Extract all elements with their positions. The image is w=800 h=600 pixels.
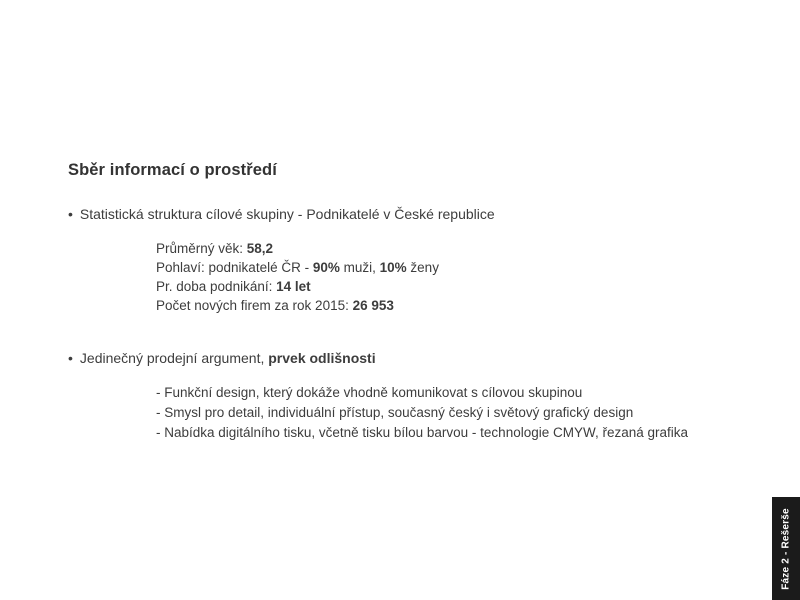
stat-line-average-age: Průměrný věk: 58,2 bbox=[156, 241, 274, 256]
stat-line-gender: Pohlaví: podnikatelé ČR - 90% muži, 10% ženy bbox=[156, 260, 439, 275]
bullet-item-statistics bbox=[68, 205, 495, 224]
bullet-icon: • bbox=[68, 350, 73, 366]
stat-line-new-companies: Počet nových firem za rok 2015: 26 953 bbox=[156, 298, 394, 313]
detail-line-attention-to-detail: - Smysl pro detail, individuální přístup, současný český i světový grafický design bbox=[156, 405, 634, 420]
details-block bbox=[156, 383, 688, 443]
stat-line-business-duration: Pr. doba podnikání: 14 let bbox=[156, 279, 311, 294]
phase-tab bbox=[772, 497, 800, 600]
bullet-item-usp-text: Jedinečný prodejní argument, prvek odlišnosti bbox=[79, 350, 376, 366]
bullet-icon: • bbox=[68, 206, 73, 222]
bullet-item-statistics-text: Statistická struktura cílové skupiny - Podnikatelé v České republice bbox=[79, 206, 495, 222]
phase-tab-label: Fáze 2 - Rešerše bbox=[780, 507, 792, 590]
bullet-item-usp bbox=[68, 349, 376, 368]
slide-title: Sběr informací o prostředí bbox=[68, 161, 277, 179]
detail-line-digital-print: - Nabídka digitálního tisku, včetně tisku bílou barvou - technologie CMYW, řezaná grafika bbox=[156, 425, 689, 440]
statistics-block bbox=[156, 239, 439, 315]
detail-line-functional-design: - Funkční design, který dokáže vhodně komunikovat s cílovou skupinou bbox=[156, 385, 583, 400]
